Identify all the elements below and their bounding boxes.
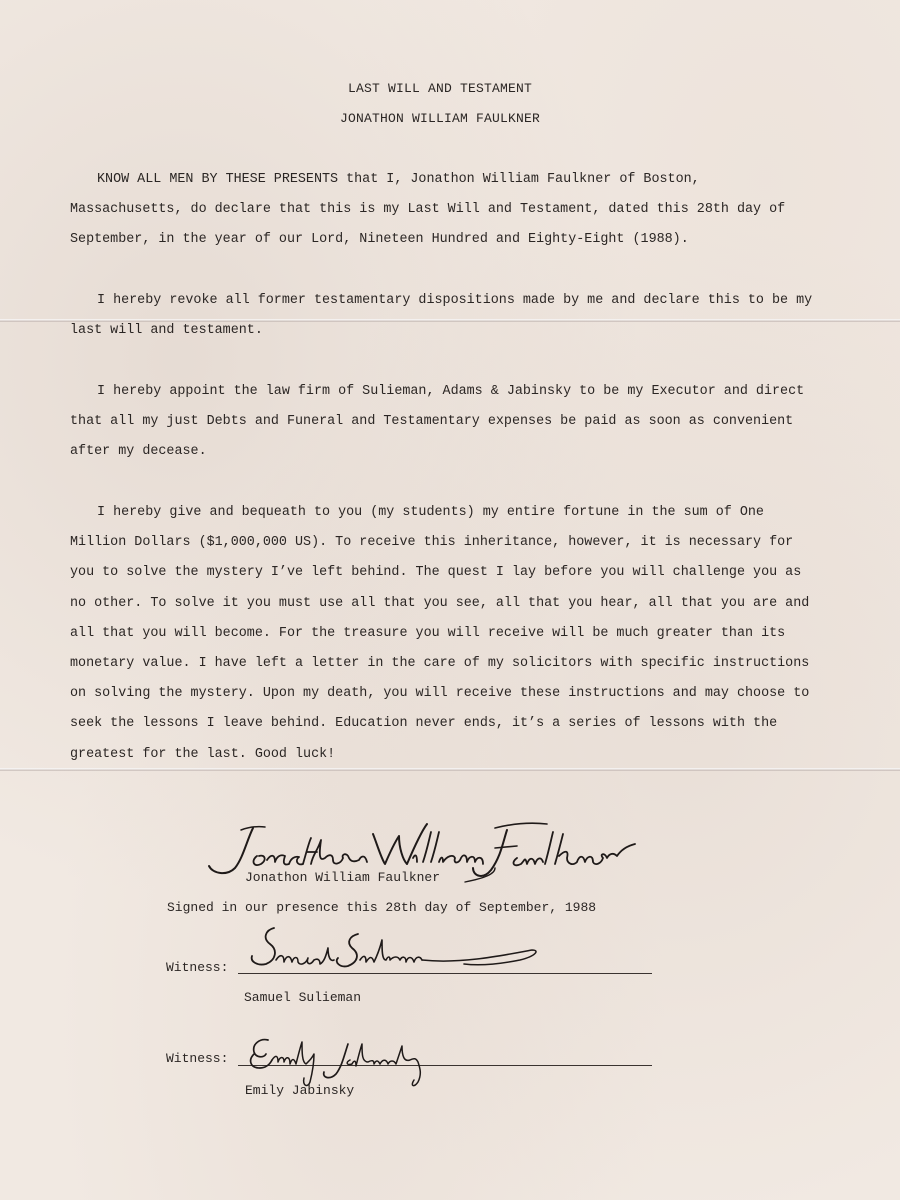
- witness-label: Witness:: [166, 960, 229, 975]
- testator-printed-name: Jonathon William Faulkner: [245, 870, 441, 885]
- paragraph-declaration: KNOW ALL MEN BY THESE PRESENTS that I, Jonathon William Faulkner of Boston, Massachusetts, do declare that this is my Last Will and Testament, dated this 28th day of September, in the year of our Lord, Nineteen Hundred and Eighty-Eight (1988).: [70, 172, 786, 248]
- testator-heading: JONATHON WILLIAM FAULKNER: [339, 111, 541, 126]
- document-title: LAST WILL AND TESTAMENT: [347, 81, 533, 96]
- witness-1-signature: [240, 920, 550, 985]
- paragraph-bequest: I hereby give and bequeath to you (my students) my entire fortune in the sum of One Million Dollars ($1,000,000 US). To receive this inheritance, however, it is necessary for you to solve the mystery I’ve left behind. The quest I lay before you will challenge you as no other. To solve it you must use all that you see, all that you hear, all that you are and all that you will become. For the treasure you will receive will be much greater than its monetary value. I have left a letter in the care of my solicitors with specific instructions on solving the mystery. Upon my death, you will receive these instructions and may choose to seek the lessons I leave behind. Education never ends, it’s a series of lessons with the greatest for the last. Good luck!: [70, 505, 810, 762]
- signed-statement: Signed in our presence this 28th day of September, 1988: [167, 900, 597, 915]
- witness-2-signature: [238, 1030, 478, 1090]
- witness-1-printed-name: Samuel Sulieman: [244, 990, 362, 1005]
- witness-label: Witness:: [166, 1051, 229, 1066]
- paragraph-revocation: I hereby revoke all former testamentary dispositions made by me and declare this to be my last will and testament.: [70, 293, 813, 339]
- paragraph-executor: I hereby appoint the law firm of Sulieman, Adams & Jabinsky to be my Executor and direct that all my just Debts and Funeral and Testamentary expenses be paid as soon as convenient after my decease.: [70, 384, 805, 460]
- witness-2-printed-name: Emily Jabinsky: [245, 1083, 355, 1098]
